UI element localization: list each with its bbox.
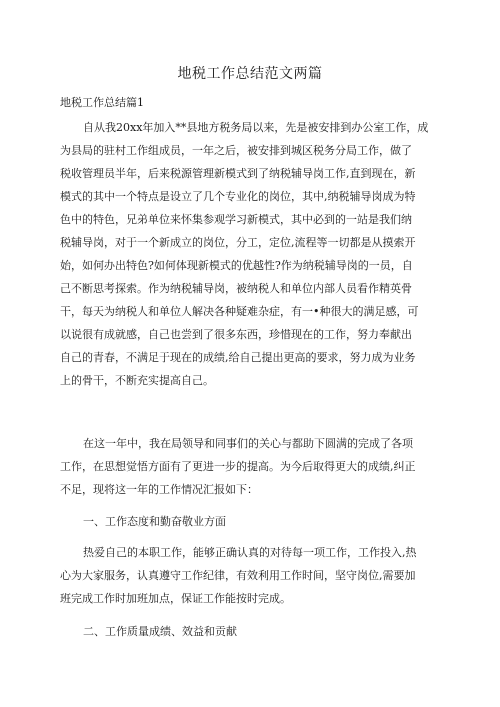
text-line: 干，每天为纳税人和单位人解决各种疑难杂症，有一•种很大的满足感，可: [60, 305, 419, 318]
text-line: 税辅导岗，对于一个新成立的岗位，分工，定位,流程等一切都是从摸索开: [60, 236, 416, 249]
text-line: 自己的青春，不满足于现在的成绩,给自己提出更高的要求，努力成为业务: [60, 351, 416, 364]
text-line: 上的骨干，不断充实提高自己。: [60, 374, 214, 387]
text-line: 始，如何办出特色?如何体现新模式的优越性?作为纳税辅导岗的一员，自: [60, 259, 413, 272]
heading-work-quality: [60, 620, 442, 643]
paragraph-3: [60, 541, 442, 610]
text-line: 在这一年中，我在局领导和同事们的关心与都助下圆满的完成了各项: [83, 437, 413, 450]
heading-text: 一、工作态度和勤奋敬业方面: [83, 515, 226, 528]
paragraph-2: [60, 432, 442, 501]
text-line: 模式的其中一个特点是设立了几个专业化的岗位，其中,纳税辅导岗成为特: [60, 190, 416, 203]
text-line: 自从我20xx年加入**县地方税务局以来，先是被安排到办公室工作，成: [83, 121, 429, 134]
text-line: 工作，在思想觉悟方面有了更进一步的提高。为今后取得更大的成绩,纠正: [60, 460, 416, 473]
text-line: 心为大家服务，认真遵守工作纪律，有效利用工作时间，坚守岗位,需要加: [60, 569, 416, 582]
text-line: 不足，现将这一年的工作情况汇报如下：: [60, 483, 258, 496]
text-line: 以说很有成就感，自己也尝到了很多东西，珍惜现在的工作，努力奉献出: [60, 328, 412, 341]
heading-work-attitude: [60, 510, 442, 533]
text-line: 税收管理员半年，后来税源管理新模式到了纳税辅导岗工作,直到现在，新: [60, 167, 416, 180]
text-line: 为县局的驻村工作组成员，一年之后，被安排到城区税务分局工作，做了: [60, 144, 412, 157]
section-title: 地税工作总结篇1: [60, 96, 144, 109]
text-line: 热爱自己的本职工作，能够正确认真的对待每一项工作，工作投入,热: [83, 546, 417, 559]
text-line: 色中的特色，兄弟单位来怀集参观学习新模式，其中必到的一站是我们纳: [60, 213, 412, 226]
paragraph-1: [60, 116, 442, 392]
text-line: 己不断思考探索。作为纳税辅导岗，被纳税人和单位内部人员看作精英骨: [60, 282, 412, 295]
text-line: 班完成工作时加班加点，保证工作能按时完成。: [60, 592, 291, 605]
document-title: 地税工作总结范文两篇: [177, 66, 323, 82]
heading-text: 二、工作质量成绩、效益和贡献: [83, 625, 237, 638]
